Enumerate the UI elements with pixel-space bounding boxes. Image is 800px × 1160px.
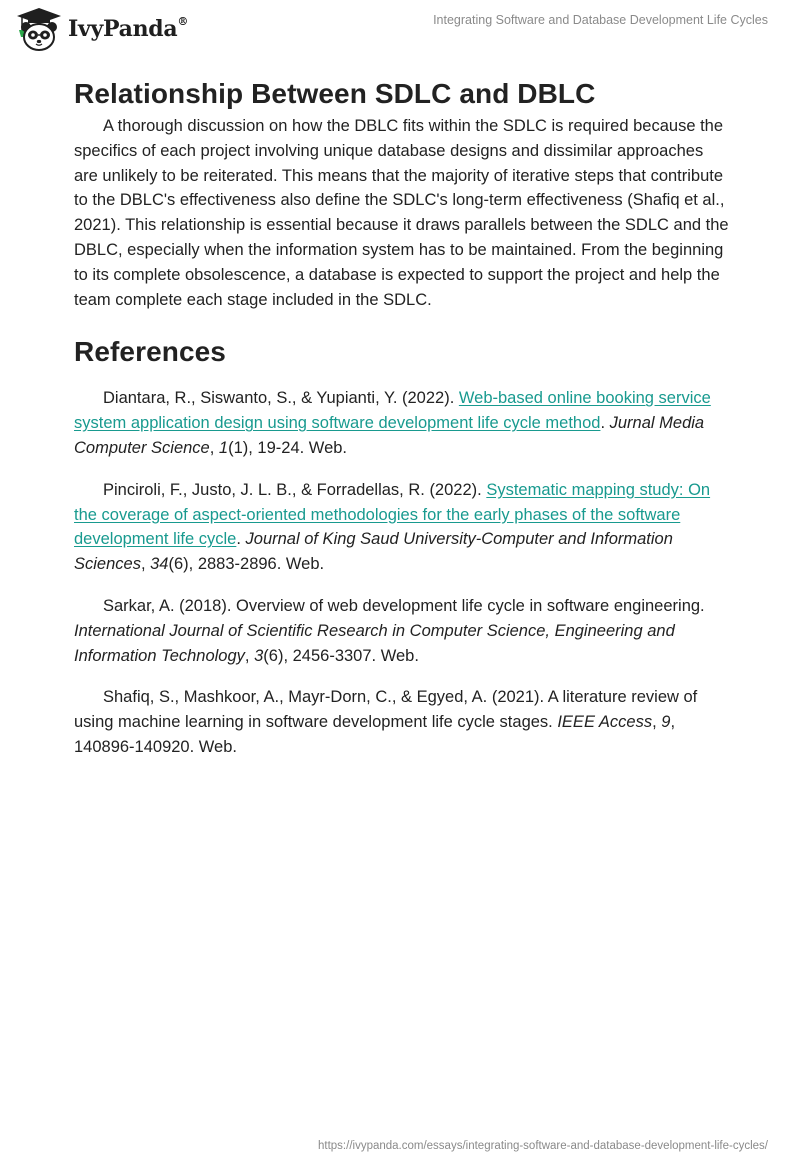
panda-graduate-icon <box>14 6 64 52</box>
brand-name: IvyPanda® <box>68 14 189 42</box>
reference-item: Sarkar, A. (2018). Overview of web development life cycle in software engineering. International Journal of Scientific Research in Computer Science, Engineering and Information Technology, 3(6), 2456-3307. Web. <box>74 596 705 665</box>
document-title: Integrating Software and Database Development Life Cycles <box>433 13 768 27</box>
essay-content <box>74 72 730 777</box>
section-heading-relationship: Relationship Between SDLC and DBLC <box>74 78 596 109</box>
relationship-paragraph: A thorough discussion on how the DBLC fits within the SDLC is required because the specifics of each project involving unique database designs and dissimilar approaches are unlikely to be reiterated. This means that the majority of iterative steps that contribute to the DBLC's effectiveness also define the SDLC's long-term effectiveness (Shafiq et al., 2021). This relationship is essential because it draws parallels between the SDLC and the DBLC, especially when the information system has to be maintained. From the beginning to its complete obsolescence, a database is expected to support the project and help the team complete each stage included in the SDLC. <box>74 117 729 309</box>
reference-list <box>74 386 730 759</box>
reference-link[interactable]: Web-based online booking service system application design using software development life cycle method <box>74 389 711 433</box>
references-heading: References <box>74 336 226 368</box>
reference-item: Pinciroli, F., Justo, J. L. B., & Forradellas, R. (2022). Systematic mapping study: On the coverage of aspect-oriented methodologies for the early phases of the software development life cycle. Journal of King Saud University-Computer and Information Sciences, 34(6), 2883-2896. Web. <box>74 480 711 574</box>
ivypanda-logo[interactable] <box>14 6 188 52</box>
reference-item: Diantara, R., Siswanto, S., & Yupianti, Y. (2022). Web-based online booking service system application design using software development life cycle method. Jurnal Media Computer Science, 1(1), 19-24. Web. <box>74 389 711 457</box>
page-header <box>0 0 800 64</box>
reference-link[interactable]: Systematic mapping study: On the coverage of aspect-oriented methodologies for the early phases of the software development life cycle <box>74 480 711 549</box>
footer-source-url[interactable]: https://ivypanda.com/essays/integrating-software-and-database-development-life-cycles/ <box>318 1140 768 1152</box>
reference-item: Shafiq, S., Mashkoor, A., Mayr-Dorn, C., & Egyed, A. (2021). A literature review of using machine learning in software development life cycle stages. IEEE Access, 9, 140896-140920. Web. <box>74 688 698 756</box>
